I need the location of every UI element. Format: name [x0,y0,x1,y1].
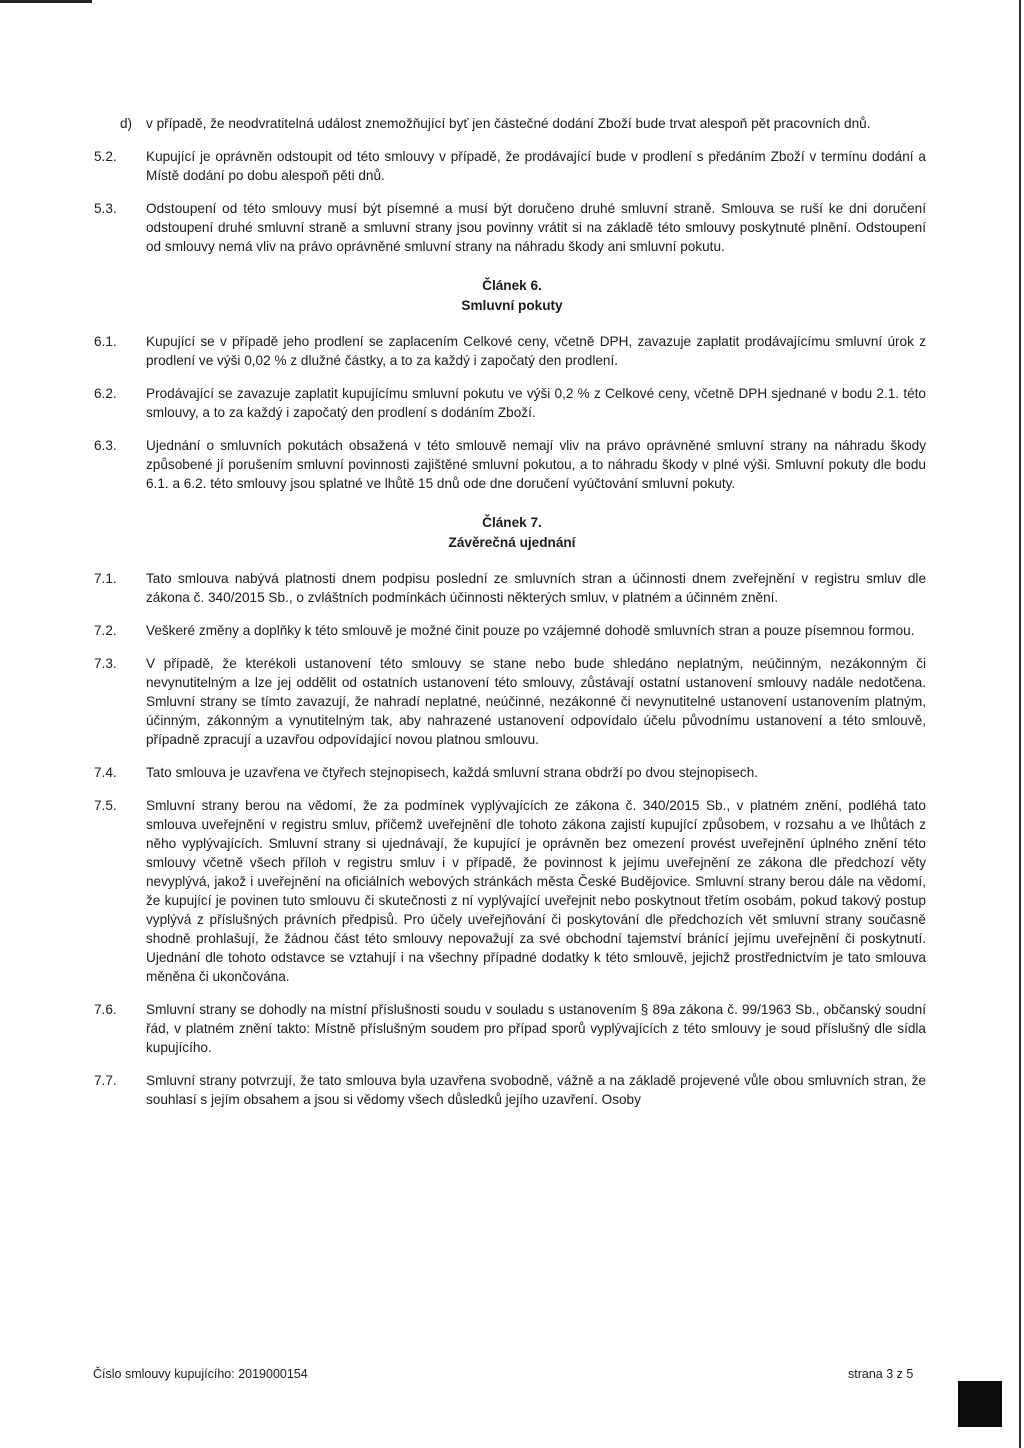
clause [0,147,926,185]
clause-number: 7.1. [94,571,117,586]
clause-number: 7.4. [94,765,117,780]
scan-marker-box [958,1381,1002,1427]
clause-text: Kupující se v případě jeho prodlení se zaplacením Celkové ceny, včetně DPH, zavazuje zaplatit prodávajícímu smluvní úrok z prodlení ve výši 0,02 % z dlužné částky, a to za každý i započatý den prodlení. [146,334,926,368]
clause [0,199,926,256]
clause-number: 6.3. [94,438,117,453]
clause-number: 5.2. [94,149,117,164]
clause-number: 7.5. [94,798,117,813]
scan-edge-line [0,0,92,3]
clause [0,621,926,640]
document-body [0,114,1024,1123]
footer-page-number: strana 3 z 5 [848,1367,914,1381]
clause-number: 7.6. [94,1002,117,1017]
clause-text: Smluvní strany potvrzují, že tato smlouva byla uzavřena svobodně, vážně a na základě projevené vůle obou smluvních stran, že souhlasí s jejím obsahem a jsou si vědomy všech důsledků jejího uzavření. Osoby [146,1073,926,1107]
clause [0,654,926,749]
footer-contract-number: Číslo smlouvy kupujícího: 2019000154 [93,1367,308,1381]
clause [0,436,926,493]
clause [0,384,926,422]
article-heading [0,276,974,316]
clause [0,332,926,370]
clause [0,1071,926,1109]
clause [0,1000,926,1057]
clause-text: v případě, že neodvratitelná událost znemožňující byť jen částečné dodání Zboží bude trvat alespoň pět pracovních dnů. [146,116,871,131]
clause-number: 7.3. [94,656,117,671]
clause-text: Prodávající se zavazuje zaplatit kupujícímu smluvní pokutu ve výši 0,2 % z Celkové ceny, včetně DPH sjednané v bodu 2.1. této smlouvy, a to za každý i započatý den prodlení s dodáním Zboží. [146,386,926,420]
clause-text: Ujednání o smluvních pokutách obsažená v této smlouvě nemají vliv na právo oprávněné smluvní strany na náhradu škody způsobené jí porušením smluvní povinnosti zajištěné smluvní pokutou, a to náhradu škody v plné výši. Smluvní pokuty dle bodu 6.1. a 6.2. této smlouvy jsou splatné ve lhůtě 15 dnů ode dne doručení vyúčtování smluvní pokuty. [146,438,926,491]
clause-text: Kupující je oprávněn odstoupit od této smlouvy v případě, že prodávající bude v prodlení s předáním Zboží v termínu dodání a Místě dodání po dobu alespoň pěti dnů. [146,149,926,183]
clause [0,796,926,986]
article-title: Závěrečná ujednání [448,535,576,550]
clause-number: 5.3. [94,201,117,216]
clause-text: Odstoupení od této smlouvy musí být písemné a musí být doručeno druhé smluvní straně. Smlouva se ruší ke dni doručení odstoupení druhé smluvní straně a smluvní strany jsou povinny vrátit si na základě této smlouvy poskytnuté plnění. Odstoupení od smlouvy nemá vliv na právo oprávněné smluvní strany na náhradu škody ani smluvní pokutu. [146,201,926,254]
clause-text: Tato smlouva nabývá platnosti dnem podpisu poslední ze smluvních stran a účinnosti dnem zveřejnění v registru smluv dle zákona č. 340/2015 Sb., o zvláštních podmínkách účinnosti některých smluv, v platném a účinném znění. [146,571,926,605]
clause-number: 6.2. [94,386,117,401]
article-number: Článek 6. [482,278,542,293]
article-number: Článek 7. [482,515,542,530]
article-title: Smluvní pokuty [461,298,563,313]
clause-text: V případě, že kterékoli ustanovení této smlouvy se stane nebo bude shledáno neplatným, neúčinným, nezákonným či nevynutitelným a lze jej oddělit od ostatních ustanovení této smlouvy, zůstávají ostatní ustanovení smlouvy nadále nedotčena. Smluvní strany se tímto zavazují, že nahradí neplatné, neúčinné, nezákonné či nevynutitelné ustanovení ustanovením platným, účinným, zákonným a vynutitelným tak, aby nahrazené ustanovení odpovídalo účelu původnímu ustanovení a této smlouvě, případně zpracují a uzavřou odpovídající novou platnou smlouvu. [146,656,926,747]
clause-number: 6.1. [94,334,117,349]
article-heading [0,513,974,553]
clause-number: d) [120,116,133,131]
clause [0,763,926,782]
clause-text: Veškeré změny a doplňky k této smlouvě je možné činit pouze po vzájemné dohodě smluvních stran a pouze písemnou formou. [146,623,915,638]
clause-number: 7.7. [94,1073,117,1088]
clause [0,114,926,133]
clause-text: Smluvní strany berou na vědomí, že za podmínek vyplývajících ze zákona č. 340/2015 Sb., v platném znění, podléhá tato smlouva uveřejnění v registru smluv, přičemž uveřejnění dle tohoto zákona zajistí kupující způsobem, v rozsahu a ve lhůtách z něho vyplývajících. Smluvní strany si ujednávají, že kupující je oprávněn bez omezení provést uveřejnění úplného znění této smlouvy včetně všech příloh v registru smluv i v případě, že povinnost k jejímu uveřejnění ze zákona dle předchozí věty nevyplývá, jakož i uveřejnění na oficiálních webových stránkách města České Budějovice. Smluvní strany berou dále na vědomí, že kupující je povinen tuto smlouvu či skutečnosti z ní vyplývající uveřejnit nebo poskytnout třetím osobám, pokud takový postup vyplývá z příslušných právních předpisů. Pro účely uveřejňování či poskytování dle předchozích vět smluvní strany současně shodně prohlašují, že žádnou část této smlouvy nepovažují za své obchodní tajemství bránící jejímu uveřejnění či poskytnutí. Ujednání dle tohoto odstavce se vztahují i na všechny případné dodatky k této smlouvě, jejichž prostřednictvím je tato smlouva měněna či ukončována. [146,798,926,984]
clause-number: 7.2. [94,623,117,638]
clause-text: Smluvní strany se dohodly na místní příslušnosti soudu v souladu s ustanovením § 89a zákona č. 99/1963 Sb., občanský soudní řád, v platném znění takto: Místně příslušným soudem pro případ sporů vyplývajících z této smlouvy je soud příslušný dle sídla kupujícího. [146,1002,926,1055]
clause-text: Tato smlouva je uzavřena ve čtyřech stejnopisech, každá smluvní strana obdrží po dvou stejnopisech. [146,765,759,780]
clause [0,569,926,607]
